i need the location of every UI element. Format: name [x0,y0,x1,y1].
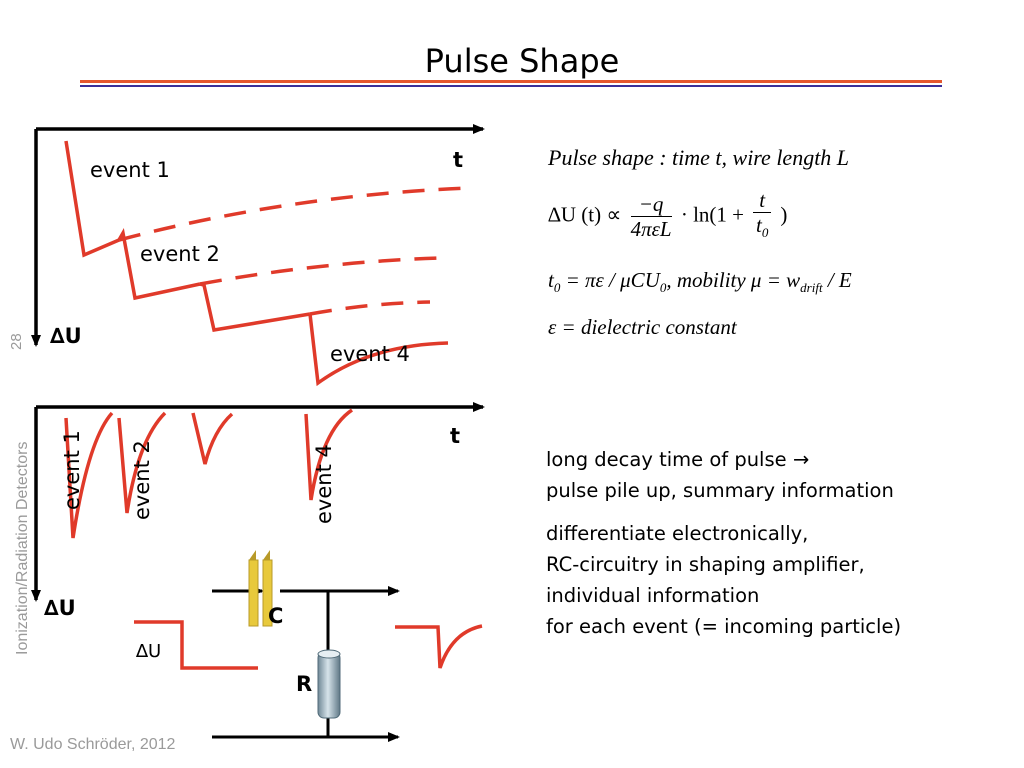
capacitor-label: C [268,604,284,628]
eq-t-den: t [756,213,762,237]
lower-event2-label: event 2 [130,440,154,520]
event3-pulse [200,284,310,330]
page-number-text: 28 [8,333,25,350]
note-2-line-1: differentiate electronically, [546,522,809,545]
lower-axes [36,407,483,600]
event3-tail [310,302,430,314]
eq-fraction-charge [631,192,672,241]
lower-voltage-label: ∆U [44,596,76,620]
rc-circuit [134,550,482,737]
event1-tail [119,188,470,240]
lower-pulses [66,410,352,538]
upper-event1-label: event 1 [90,158,170,182]
page-title: Pulse Shape [424,42,620,80]
eq-num: −q [631,192,672,217]
footer: W. Udo Schröder, 2012 [10,736,176,753]
equation-line-3 [548,268,852,296]
note-1-line-2: pulse pile up, summary information [546,479,894,502]
upper-event4-label: event 4 [330,342,410,366]
shaped-event3 [193,413,232,464]
lower-event4-label: event 4 [312,444,336,524]
note-paragraph-2 [546,518,901,642]
note-1-line-1: long decay time of pulse → [546,448,810,471]
eq-fraction-time [753,188,771,245]
step-amplitude-label: ∆U [136,641,162,662]
eq3-b: = πε / μCU [560,268,660,292]
upper-event2-label: event 2 [140,242,220,266]
eq-t-num: t [753,188,771,213]
eq-delta-u: ∆U (t) ∝ [548,202,622,227]
equation-line-4: ε = dielectric constant [548,315,737,339]
eq-t-den-sub: 0 [761,225,769,241]
upper-time-label: t [453,148,464,172]
eq-den: 4πεL [630,217,672,242]
eq3-c-sub: drift [800,280,823,296]
lower-time-label: t [450,424,461,448]
eq3-a: t [548,268,554,292]
resistor-label: R [296,672,313,696]
eq3-c: , mobility μ = w [666,268,801,292]
upper-voltage-label: ∆U [50,324,82,348]
lower-event1-label: event 1 [60,430,84,510]
eq-ln: · ln(1 + [680,202,744,227]
eq3-b-sub: 0 [659,280,667,296]
eq3-a-sub: 0 [553,280,561,296]
note-2-line-4: for each event (= incoming particle) [546,615,902,638]
differentiated-output-pulse [395,626,482,668]
note-paragraph-1 [546,444,894,506]
equation-line-1: Pulse shape : time t, wire length L [548,145,850,170]
side-label-text: Ionization/Radiation Detectors [14,441,31,655]
resistor [318,650,340,718]
eq-close: ) [780,202,788,227]
note-2-line-2: RC-circuitry in shaping amplifier, [546,553,865,576]
note-2-line-3: individual information [546,584,760,607]
eq-t-den-wrap [753,213,771,245]
event2-tail [200,258,440,284]
eq3-d: / E [822,268,852,292]
equation-line-2 [548,188,787,245]
